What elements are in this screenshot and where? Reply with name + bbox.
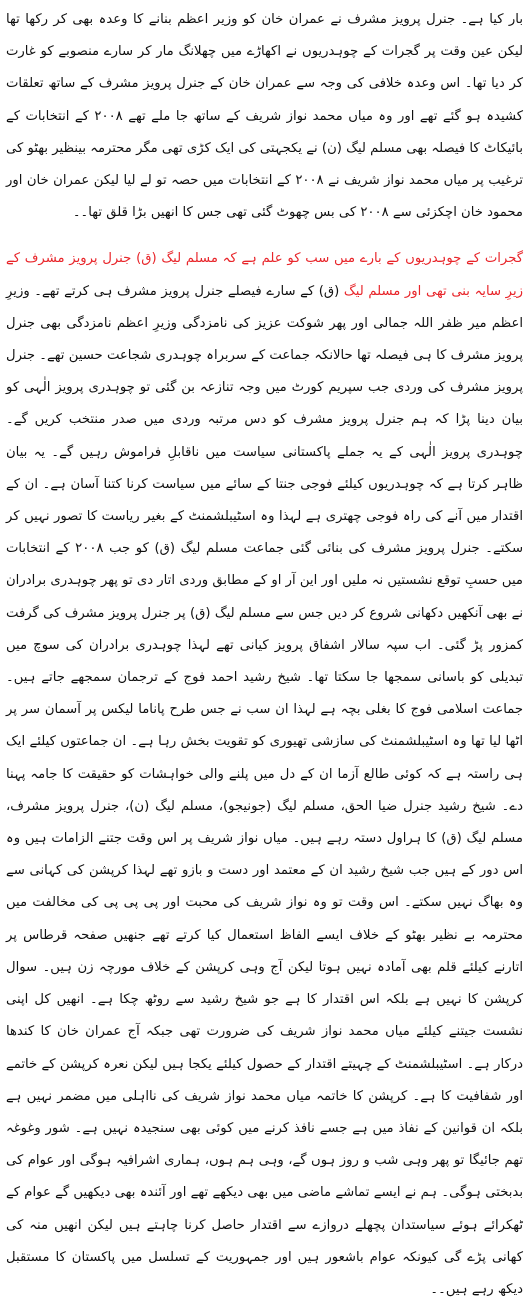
paragraph-spacer (6, 229, 523, 243)
highlighted-lead-text: گجرات کے چوہدریوں کے بارے میں سب کو علم ہے کہ مسلم لیگ (ق) جنرل پرویز مشرف کے زیرِ سایہ بنی تھی اور مسلم لیگ (6, 251, 523, 299)
article-paragraph-2-body: (ق) کے سارے فیصلے جنرل پرویز مشرف ہی کرتے تھے۔ وزیرِ اعظم میر ظفر اللہ جمالی اور پھر شوکت عزیز کی نامزدگی وزیرِ اعظم نامزدگی بھی جنرل پرویز مشرف کا ہی فیصلہ تھا حالانکہ جماعت کے سربراہ چوہدری شجاعت حسین تھے۔ جنرل پرویز مشرف کی وردی جب سپریم کورٹ میں وجہ تنازعہ بن گئی تو چوہدری پرویز الٰہی کو بیان دینا پڑا کہ ہم جنرل پرویز مشرف کو دس مرتبہ وردی میں صدر منتخب کریں گے۔ چوہدری پرویز الٰہی کے یہ جملے پاکستانی سیاست میں ناقابلِ فراموش رہیں گے۔ یہ بیان ظاہر کرتا ہے کہ چوہدریوں کیلئے فوجی جنتا کے سائے میں سیاست کرنا کتنا آسان ہے۔ ان کے اقتدار میں آنے کی راہ فوجی چھتری ہے لہذا وہ اسٹیبلشمنٹ کے بغیر ریاست کا تصور نہیں کر سکتے۔ جنرل پرویز مشرف کی بنائی گئی جماعت مسلم لیگ (ق) کو جب ۲۰۰۸ کے انتخابات میں حسبِ توقع نشستیں نہ ملیں اور این آر او کے مطابق وردی اتار دی تو پھر چوہدری برادران نے بھی آنکھیں دکھانی شروع کر دیں جس سے مسلم لیگ (ق) پر جنرل پرویز مشرف کی گرفت کمزور پڑ گئی۔ اب سپہ سالار اشفاق پرویز کیانی تھے لہذا چوہدری برادران کی سوچ میں تبدیلی کو باسانی سمجھا جا سکتا تھا۔ شیخ رشید احمد فوج کے ترجمان سمجھے جاتے ہیں۔ جماعت اسلامی فوج کا بغلی بچہ ہے لہذا ان سب نے جس طرح پاناما لیکس پر آسمان سر پر اٹھا لیا تھا وہ اسٹیبلشمنٹ کی سازشی تھیوری کو تقویت بخش رہا ہے۔ ان جماعتوں کیلئے ایک ہی راستہ ہے کہ کوئی طالع آزما ان کے دل میں پلنے والی خواہشات کو حقیقت کا جامہ پہنا دے۔ شیخ رشید جنرل ضیا الحق، مسلم لیگ (جونیجو)، مسلم لیگ (ن)، جنرل پرویز مشرف، مسلم لیگ (ق) کا ہراول دستہ رہے ہیں۔ میاں نواز شریف پر اس وقت جتنے الزامات ہیں وہ اس دور کے ہیں جب شیخ رشید ان کے معتمد اور دست و بازو تھے لہذا کرپشن کی کہانی سے وہ بھاگ نہیں سکتے۔ اس وقت تو وہ نواز شریف کی محبت اور پی پی پی کی مخالفت میں محترمہ بے نظیر بھٹو کے خلاف ایسے الفاظ استعمال کیا کرتے تھے جنھیں صفحہ قرطاس پر اتارنے کیلئے قلم بھی آمادہ نہیں ہوتا لیکن آج وہی کرپشن کے خلاف مورچہ زن ہیں۔ سوال کرپشن کا نہیں ہے بلکہ اس اقتدار کا ہے جو شیخ رشید سے روٹھ چکا ہے۔ انھیں کل اپنی نشست جیتنے کیلئے میاں محمد نواز شریف کی ضرورت تھی جبکہ آج عمران خان کا کندھا درکار ہے۔ اسٹیبلشمنٹ کے چہیتے اقتدار کے حصول کیلئے یکجا ہیں لیکن نعرہ کرپشن کے خاتمے اور شفافیت کا ہے۔ کرپشن کا خاتمہ میاں محمد نواز شریف کی نااہلی میں مضمر نہیں ہے بلکہ ان قوانین کے نفاذ میں ہے جسے نافذ کرنے میں کوئی بھی سنجیدہ نہیں ہے۔ شور وغوغہ تھم جائیگا تو پھر وہی شب و روز ہوں گے، وہی ہم ہوں، ہماری اشرافیہ ہوگی اور عوام کی بدبختی ہوگی۔ ہم نے ایسے تماشے ماضی میں بھی دیکھے تھے اور آئندہ بھی دیکھیں گے عوام کے ٹھکرائے ہوئے سیاستدان پچھلے دروازے سے اقتدار حاصل کرنا چاہتے ہیں لیکن انھیں منہ کی کھانی پڑے گی کیونکہ عوام باشعور ہیں اور جمہوریت کے تسلسل میں پاکستان کا مستقبل دیکھ رہے ہیں۔۔ (6, 283, 524, 1297)
article-paragraph-1: بار کیا ہے۔ جنرل پرویز مشرف نے عمران خان کو وزیر اعظم بنانے کا وعدہ بھی کر رکھا تھا لیکن عین وقت پر گجرات کے چوہدریوں نے اکھاڑے میں چھلانگ مار کر سارے منصوبے کو غارت کر دیا تھا۔ اس وعدہ خلافی کی وجہ سے عمران خان کے جنرل پرویز مشرف کے ساتھ تعلقات کشیدہ ہو گئے تھے اور وہ میاں محمد نواز شریف کے ساتھ جا ملے تھے ۲۰۰۸ کے انتخابات کے بائیکاٹ کا فیصلہ بھی مسلم لیگ (ن) نے یکجہتی کی ایک کڑی تھی مگر محترمہ بینظیر بھٹو کی ترغیب پر میاں محمد نواز شریف نے ۲۰۰۸ کے انتخابات میں حصہ تو لے لیا لیکن عمران خان اور محمود خان اچکزئی سے ۲۰۰۸ کی بس چھوٹ گئی تھی جس کا انھیں بڑا قلق تھا۔۔ (6, 12, 523, 221)
article-paragraph-2 (6, 243, 523, 1306)
